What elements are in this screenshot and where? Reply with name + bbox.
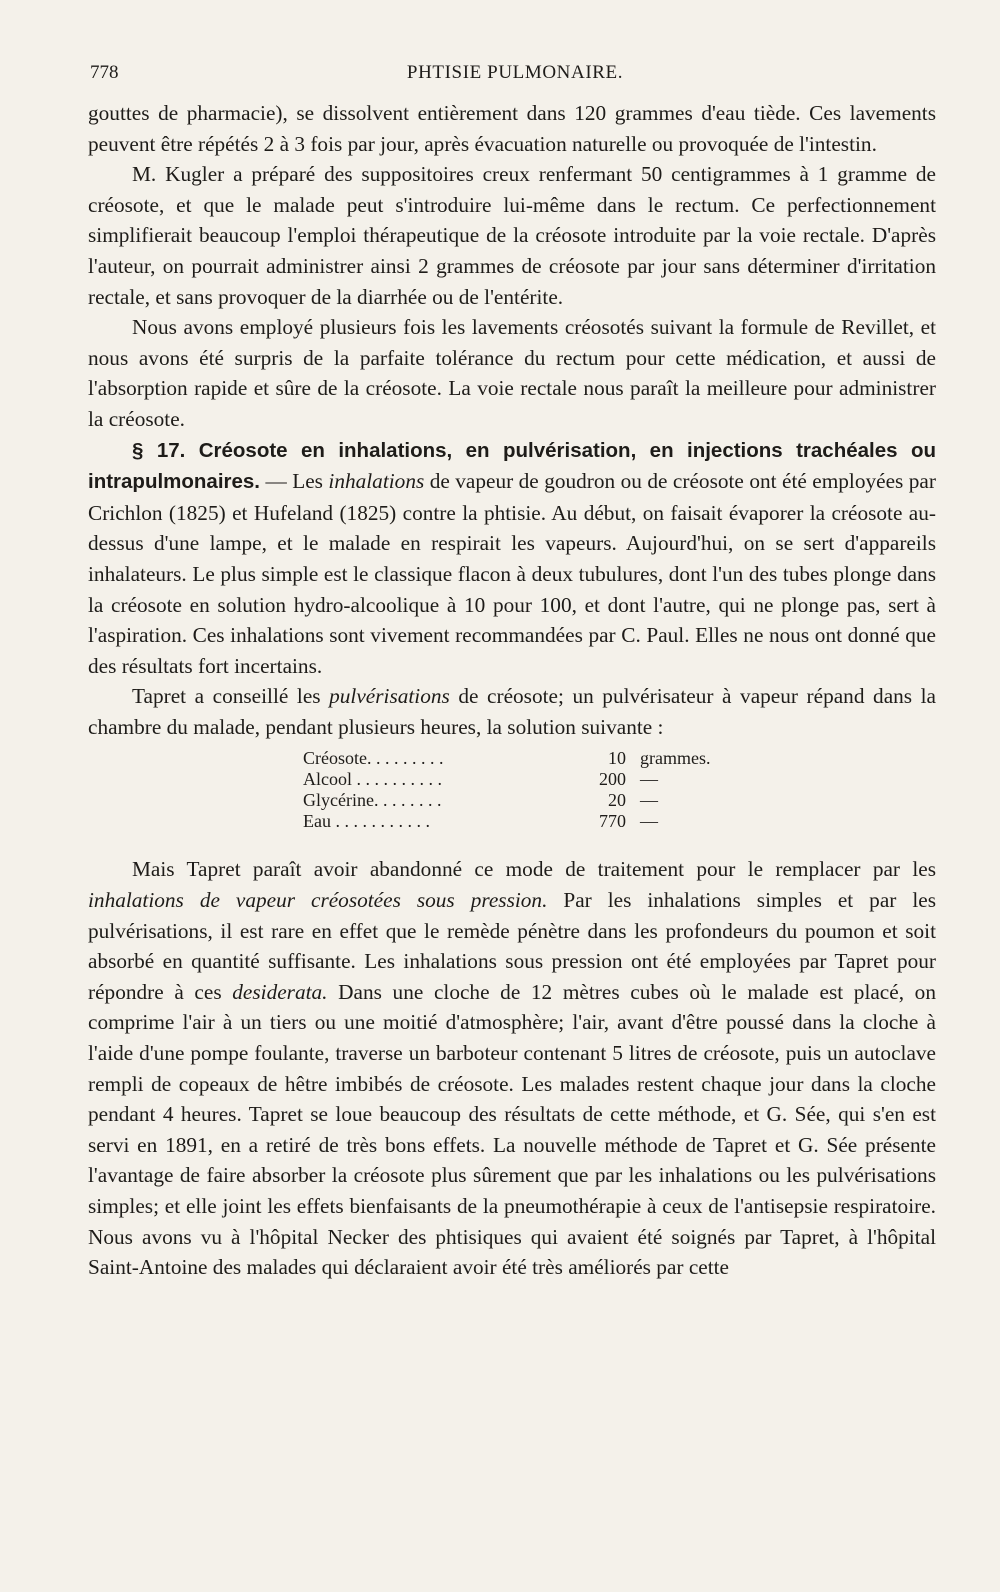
formula-row xyxy=(303,790,723,811)
running-title: PHTISIE PULMONAIRE. xyxy=(406,62,624,83)
tapret-em-pulverisations: pulvérisations xyxy=(329,684,450,709)
formula-quantity: 10 xyxy=(608,748,626,769)
section-text-b: de vapeur de goudron ou de créosote ont été employées par Crichlon (1825) et Hufeland (1825) contre la phtisie. Au début, on faisait évaporer la créosote au-dessus d'une lampe, et le malade en respirait les vapeurs. Aujourd'hui, on se sert d'appareils inhalateurs. Le plus simple est le classique flacon à deux tubulures, dont l'un des tubes plonge dans la créosote en solution hydro-alcoolique à 10 pour 100, et dont l'autre, qui ne plonge pas, sert à l'aspiration. Ces inhalations sont vivement recommandées par C. Paul. Elles ne nous ont donné que des résultats fort incertains. xyxy=(88,469,936,678)
section-text-a: — Les xyxy=(260,469,329,494)
paragraph-tapret-intro xyxy=(88,681,936,742)
formula-row xyxy=(303,748,723,769)
formula-ingredient: Glycérine. . . . . . . . xyxy=(303,790,442,811)
final-em-inhalations: inhalations de vapeur créosotées sous pression. xyxy=(88,888,548,913)
tapret-text-b: de créosote; un pulvérisateur à vapeur répand dans la chambre du malade, pendant plusieurs heures, la solution suivante : xyxy=(88,684,937,739)
final-text-a: Mais Tapret paraît avoir abandonné ce mode de traitement pour le remplacer par les xyxy=(132,857,936,882)
formula-row xyxy=(303,811,723,832)
formula-ingredient: Alcool . . . . . . . . . . xyxy=(303,769,442,790)
section-em-inhalations: inhalations xyxy=(328,469,425,494)
formula-unit: grammes. xyxy=(640,748,711,769)
formula-quantity: 200 xyxy=(599,769,626,790)
tapret-text-a: Tapret a conseillé les xyxy=(132,684,330,709)
formula-unit: — xyxy=(640,811,658,832)
formula-table xyxy=(303,748,723,832)
formula-ingredient: Eau . . . . . . . . . . . xyxy=(303,811,430,832)
paragraph-revillet: Nous avons employé plusieurs fois les lavements créosotés suivant la formule de Revillet, et nous avons été surpris de la parfaite tolérance du rectum pour cette médication, et aussi de l'absorption rapide et sûre de la créosote. La voie rectale nous paraît la meilleure pour administrer la créosote. xyxy=(88,315,936,431)
formula-unit: — xyxy=(640,790,658,811)
formula-ingredient: Créosote. . . . . . . . . xyxy=(303,748,444,769)
section-heading: § 17. Créosote en inhalations, en pulvérisation, en injections trachéales ou intrapulmonaires. xyxy=(88,438,936,494)
body-text xyxy=(88,98,936,1283)
page-header xyxy=(90,62,940,92)
section-17-paragraph xyxy=(88,435,936,682)
formula-row xyxy=(303,769,723,790)
page-number: 778 xyxy=(90,62,119,83)
final-text-b: Par les inhalations simples et par les pulvérisations, il est rare en effet que le remède pénètre dans les profondeurs du poumon et soit absorbé en quantité suffisante. Les inhalations sous pression ont été employées par Tapret pour répondre à ces xyxy=(88,888,936,1004)
spacer xyxy=(88,840,936,854)
formula-unit: — xyxy=(640,769,658,790)
final-text-c: Dans une cloche de 12 mètres cubes où le malade est placé, on comprime l'air à un tiers ou une moitié d'atmosphère; l'air, avant d'être poussé dans la cloche à l'aide d'une pompe foulante, traverse un barboteur contenant 5 litres de créosote, puis un autoclave rempli de copeaux de hêtre imbibés de créosote. Les malades restent chaque jour dans la cloche pendant 4 heures. Tapret se loue beaucoup des résultats de cette méthode, et G. Sée, qui s'en est servi en 1891, en a retiré de très bons effets. La nouvelle méthode de Tapret et G. Sée présente l'avantage de faire absorber la créosote plus sûrement que par les inhalations ou les pulvérisations simples; et elle joint les effets bienfaisants de la pneumothérapie à ceux de l'antisepsie respiratoire. Nous avons vu à l'hôpital Necker des phtisiques qui avaient été soignés par Tapret, à l'hôpital Saint-Antoine des malades qui déclaraient avoir été très améliorés par cette xyxy=(88,979,936,1280)
formula-quantity: 770 xyxy=(599,811,626,832)
paragraph-lavements: gouttes de pharmacie), se dissolvent entièrement dans 120 grammes d'eau tiède. Ces lavements peuvent être répétés 2 à 3 fois par jour, après évacuation naturelle ou provoquée de l'intestin. xyxy=(88,101,936,156)
formula-quantity: 20 xyxy=(608,790,626,811)
final-em-desiderata: desiderata. xyxy=(232,979,328,1004)
paragraph-kugler: M. Kugler a préparé des suppositoires creux renfermant 50 centigrammes à 1 gramme de créosote, et que le malade peut s'introduire lui-même dans le rectum. Ce perfectionnement simplifierait beaucoup l'emploi thérapeutique de la créosote introduite par la voie rectale. D'après l'auteur, on pourrait administrer ainsi 2 grammes de créosote par jour sans déterminer d'irritation rectale, et sans provoquer de la diarrhée ou de l'entérite. xyxy=(88,162,936,309)
paragraph-tapret-pression xyxy=(88,854,936,1282)
